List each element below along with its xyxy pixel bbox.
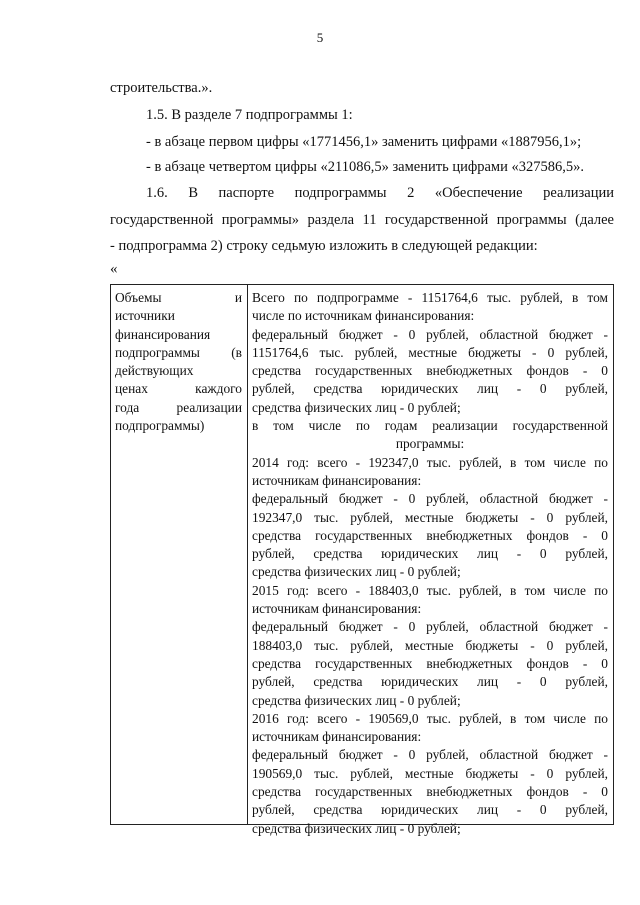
table-text-line: средства физических лиц - 0 рублей; [252, 399, 461, 415]
table-text-line: средства государственных внебюджетных фондов - 0 [252, 363, 608, 379]
table-left-cell [115, 289, 242, 435]
table-text-line: 2016 год: всего - 190569,0 тыс. рублей, в том числе по [252, 710, 608, 726]
table-text-line: программы: [395, 436, 465, 452]
table-text-line: федеральный бюджет - 0 рублей, областной бюджет - [252, 619, 608, 635]
table-text-line: федеральный бюджет - 0 рублей, областной бюджет - [252, 491, 608, 507]
table-text-line: Всего по подпрограмме - 1151764,6 тыс. рублей, в том [252, 290, 608, 305]
financing-table [110, 284, 614, 836]
table-text-line: подпрограммы (в [115, 344, 242, 360]
text-line: - в абзаце первом цифры «1771456,1» заменить цифрами «1887956,1»; [146, 134, 582, 150]
table-text-line: средства государственных внебюджетных фондов - 0 [252, 784, 608, 800]
table-text-line: 2014 год: всего - 192347,0 тыс. рублей, в том числе по [252, 454, 608, 470]
table-text-line: 192347,0 тыс. рублей, местные бюджеты - 0 рублей, [252, 509, 608, 525]
table-text-line: федеральный бюджет - 0 рублей, областной бюджет - [252, 326, 608, 342]
table-text-line: 188403,0 тыс. рублей, местные бюджеты - 0 рублей, [252, 637, 608, 653]
table-text-line: 190569,0 тыс. рублей, местные бюджеты - 0 рублей, [252, 765, 608, 781]
table-text-line: рублей, средства юридических лиц - 0 рублей, [252, 381, 608, 397]
table-text-line: ценах каждого [115, 381, 242, 397]
page-number: 5 [316, 30, 324, 45]
text-line: - подпрограмма 2) строку седьмую изложить в следующей редакции: [110, 238, 538, 254]
clause-1-5: 1.5. В разделе 7 подпрограммы 1: [146, 107, 353, 123]
table-text-line: года реализации [115, 399, 242, 415]
table-text-line: действующих [115, 363, 194, 379]
table-text-line: источникам финансирования: [252, 729, 422, 745]
table-right-cell [252, 289, 608, 838]
table-text-line: 1151764,6 тыс. рублей, местные бюджеты - 0 рублей, [252, 344, 608, 360]
table-text-line: источники [115, 308, 175, 324]
table-text-line: подпрограммы) [115, 418, 205, 434]
table-text-line: рублей, средства юридических лиц - 0 рублей, [252, 674, 608, 690]
table-text-line: Объемы и [115, 290, 242, 305]
table-text-line: средства физических лиц - 0 рублей; [252, 692, 461, 708]
table-text-line: федеральный бюджет - 0 рублей, областной бюджет - [252, 747, 608, 763]
table-text-line: числе по источникам финансирования: [252, 308, 475, 324]
table-text-line: средства физических лиц - 0 рублей; [252, 820, 461, 836]
table-text-line: средства физических лиц - 0 рублей; [252, 564, 461, 580]
table-text-line: источникам финансирования: [252, 601, 422, 617]
table-column-divider [247, 285, 248, 824]
table-text-line: финансирования [115, 326, 211, 342]
table-text-line: средства государственных внебюджетных фондов - 0 [252, 527, 608, 543]
table-text-line: рублей, средства юридических лиц - 0 рублей, [252, 802, 608, 818]
table-text-line: источникам финансирования: [252, 472, 422, 488]
table-text-line: 2015 год: всего - 188403,0 тыс. рублей, в том числе по [252, 582, 608, 598]
table-text-line: рублей, средства юридических лиц - 0 рублей, [252, 546, 608, 562]
table-text-line: в том числе по годам реализации государственной [252, 418, 608, 434]
table-text-line: средства государственных внебюджетных фондов - 0 [252, 655, 608, 671]
clause-1-6: 1.6. В паспорте подпрограммы 2 «Обеспечение реализации [146, 185, 614, 201]
text-line: строительства.». [110, 80, 213, 96]
opening-quote: « [110, 261, 118, 277]
text-line: государственной программы» раздела 11 государственной программы (далее [110, 212, 614, 228]
text-line: - в абзаце четвертом цифры «211086,5» заменить цифрами «327586,5». [146, 159, 584, 175]
